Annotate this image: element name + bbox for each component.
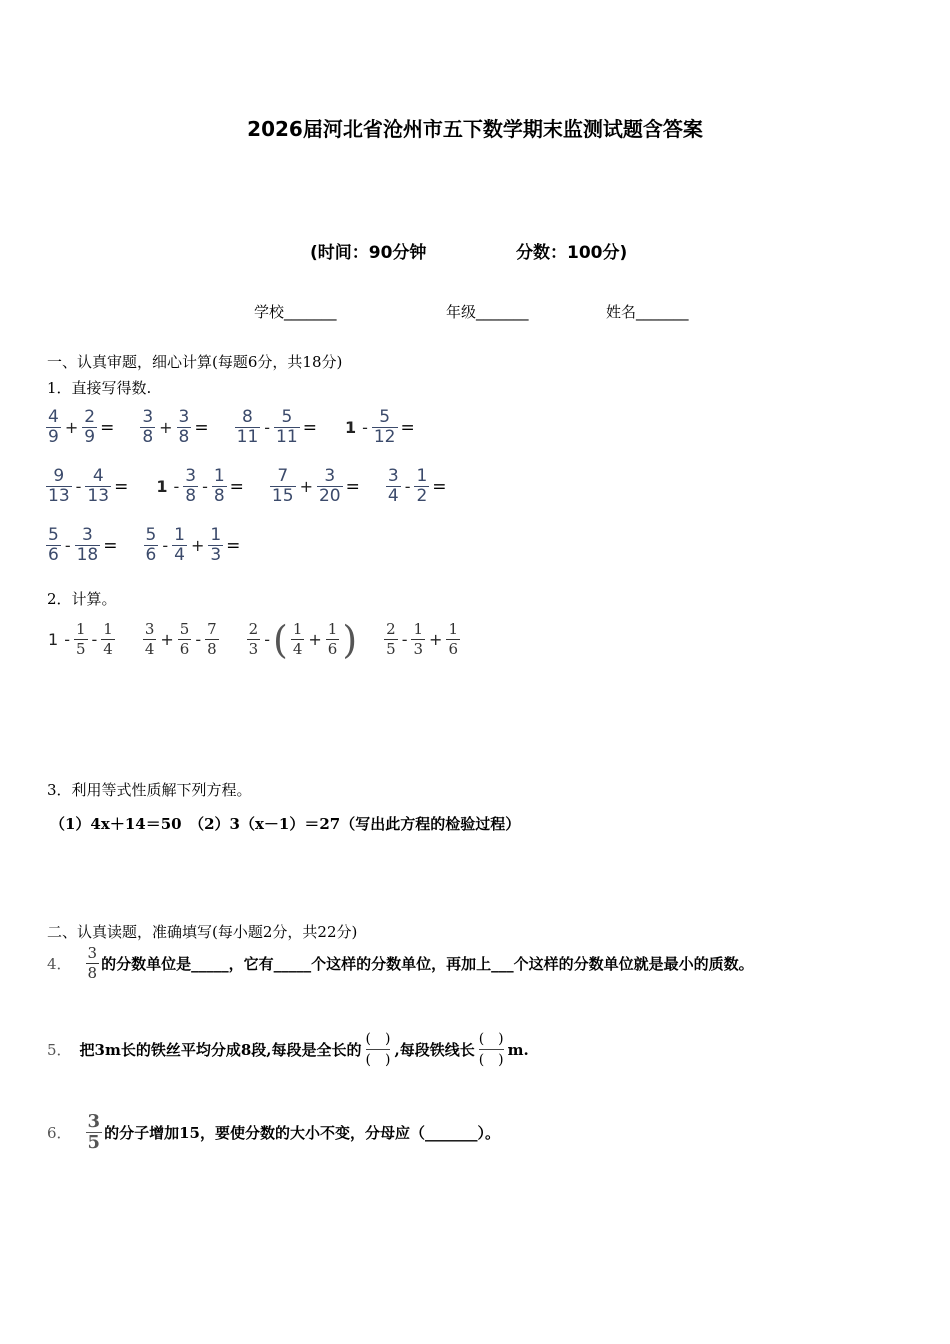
fraction: [446, 620, 460, 659]
fraction: [85, 467, 111, 506]
grade-field[interactable]: 年级_______: [446, 303, 529, 321]
q1-row: [44, 526, 264, 565]
integer-term: 1: [344, 418, 357, 437]
numerator: 7: [207, 620, 217, 638]
operator: +: [308, 630, 322, 649]
q6-denominator: 5: [87, 1132, 101, 1153]
q5-text-c: m.: [507, 1040, 529, 1059]
fraction: [46, 408, 61, 447]
q2-row: [44, 617, 486, 662]
q1-expression: [268, 467, 384, 506]
denominator: 12: [373, 427, 396, 447]
exam-score: 分数：100分): [516, 243, 628, 263]
q1-expression: [44, 467, 152, 506]
fraction: [208, 526, 223, 565]
school-field[interactable]: 学校_______: [254, 303, 337, 321]
denominator: 11: [236, 427, 259, 447]
fraction: [172, 526, 187, 565]
numerator: 5: [281, 407, 293, 427]
equals-sign: =: [400, 417, 415, 438]
operator: +: [429, 630, 443, 649]
denominator: 8: [185, 486, 197, 506]
exam-time: (时间：90分钟: [310, 243, 427, 263]
fraction: [205, 620, 219, 659]
denominator: 5: [75, 640, 86, 658]
operator: +: [160, 630, 174, 649]
denominator: 4: [103, 640, 113, 658]
q1-expression: [341, 408, 439, 447]
equals-sign: =: [194, 417, 209, 438]
denominator: 5: [386, 640, 396, 658]
q1-expression: [138, 408, 232, 447]
q1-expression: [44, 408, 138, 447]
q1-expression: [384, 467, 471, 506]
equals-sign: =: [114, 476, 129, 497]
q6-text: 的分子增加15，要使分数的大小不变，分母应（_______）。: [104, 1124, 500, 1142]
fraction: [291, 620, 305, 659]
denominator: 8: [213, 486, 225, 506]
parenthesis: (: [273, 617, 288, 662]
denominator: 3: [210, 545, 222, 565]
operator: -: [202, 477, 208, 496]
operator: -: [362, 418, 368, 437]
denominator: 6: [448, 640, 458, 658]
q5-text-b: ,每段铁线长: [394, 1041, 475, 1059]
denominator: 15: [271, 486, 294, 506]
q5-number: 5．: [47, 1041, 72, 1059]
fraction: [82, 408, 97, 447]
fraction: [317, 467, 343, 506]
numerator: 3: [144, 620, 155, 638]
q2-expression: [141, 620, 221, 659]
fraction: [183, 467, 198, 506]
fraction: [386, 467, 401, 506]
q5-blank-denominator[interactable]: ( ): [478, 1052, 504, 1068]
numerator: 1: [213, 466, 225, 486]
fraction: [372, 408, 398, 447]
denominator: 9: [48, 427, 59, 447]
integer-term: 1: [156, 477, 168, 496]
numerator: 9: [53, 466, 65, 486]
fraction: [274, 408, 300, 447]
equals-sign: =: [229, 476, 244, 497]
q1-expression: [233, 408, 341, 447]
denominator: 3: [248, 640, 259, 658]
numerator: 1: [327, 620, 338, 638]
denominator: 6: [145, 545, 157, 565]
denominator: 6: [327, 640, 338, 658]
numerator: 3: [185, 466, 197, 486]
fraction: [46, 467, 72, 506]
numerator: 3: [324, 466, 336, 486]
numerator: 5: [379, 407, 391, 427]
denominator: 2: [416, 486, 428, 506]
fraction: [270, 467, 296, 506]
q6-numerator: 3: [87, 1111, 101, 1132]
denominator: 4: [144, 640, 155, 658]
q5-blank-numerator[interactable]: ( ): [478, 1031, 504, 1047]
numerator: 3: [142, 407, 154, 427]
fraction: [74, 620, 88, 659]
section1-heading: 一、认真审题，细心计算(每题6分，共18分): [47, 353, 343, 371]
operator: -: [264, 630, 270, 649]
denominator: 8: [178, 427, 190, 447]
denominator: 8: [142, 427, 154, 447]
fraction: [326, 620, 340, 659]
q1-label: 1．直接写得数.: [47, 379, 152, 397]
operator: -: [264, 418, 271, 437]
fraction: [75, 526, 101, 565]
denominator: 6: [179, 640, 190, 658]
operator: +: [299, 477, 313, 496]
q2-expression: [245, 617, 358, 662]
q5-answer-fraction-1[interactable]: [366, 1029, 391, 1070]
q5-answer-fraction-2[interactable]: [479, 1029, 504, 1070]
operator: -: [173, 477, 180, 496]
numerator: 4: [92, 466, 104, 486]
fraction: [101, 620, 115, 659]
q5-blank-denominator[interactable]: ( ): [365, 1052, 391, 1068]
q2-expression: [44, 620, 117, 659]
fraction: [247, 620, 261, 659]
q3-label: 3．利用等式性质解下列方程。: [47, 781, 252, 799]
denominator: 9: [84, 427, 96, 447]
operator: +: [64, 418, 79, 437]
q6: [47, 1112, 500, 1153]
denominator: 6: [48, 545, 59, 565]
fraction: [235, 408, 261, 447]
q5-blank-numerator[interactable]: ( ): [365, 1031, 391, 1047]
parenthesis: ): [342, 617, 358, 662]
equals-sign: =: [345, 476, 360, 497]
q4: [47, 944, 754, 983]
integer-term: 1: [48, 630, 59, 649]
equals-sign: =: [103, 535, 118, 556]
name-field[interactable]: 姓名_______: [606, 303, 689, 321]
operator: -: [404, 477, 411, 496]
fraction: [384, 620, 398, 659]
q1-expression: [44, 526, 142, 565]
denominator: 11: [276, 427, 298, 447]
page-title: 2026届河北省沧州市五下数学期末监测试题含答案: [247, 117, 703, 141]
q1-expression: [152, 467, 268, 506]
numerator: 1: [448, 620, 458, 638]
numerator: 8: [242, 407, 253, 427]
denominator: 13: [48, 486, 70, 506]
fraction: [46, 526, 61, 565]
q3-equations: （1）4x＋14＝50 （2）3（x－1）＝27（写出此方程的检验过程）: [50, 815, 521, 833]
denominator: 4: [174, 545, 185, 565]
q4-numerator: 3: [87, 944, 98, 962]
numerator: 1: [103, 620, 113, 638]
numerator: 5: [145, 525, 157, 545]
numerator: 2: [84, 407, 96, 427]
operator: -: [195, 630, 202, 649]
equals-sign: =: [432, 476, 447, 497]
numerator: 5: [48, 525, 59, 545]
operator: +: [190, 536, 205, 555]
denominator: 18: [76, 545, 99, 565]
fraction: [178, 620, 192, 659]
q4-text: 的分数单位是_____，它有_____个这样的分数单位，再加上___个这样的分数单位就是最小的质数。: [101, 955, 754, 973]
operator: -: [401, 630, 408, 649]
fraction: [414, 467, 429, 506]
fraction: [143, 620, 157, 659]
fraction: [411, 620, 425, 659]
operator: -: [75, 477, 82, 496]
denominator: 3: [413, 640, 424, 658]
q1-expression: [142, 526, 265, 565]
numerator: 2: [386, 620, 396, 638]
numerator: 1: [292, 620, 303, 638]
q2-label: 2．计算。: [47, 590, 117, 608]
numerator: 1: [416, 466, 428, 486]
operator: +: [159, 418, 173, 437]
denominator: 13: [87, 486, 110, 506]
numerator: 3: [387, 466, 399, 486]
numerator: 5: [179, 620, 190, 638]
operator: -: [162, 536, 169, 555]
q6-fraction: [86, 1112, 103, 1153]
numerator: 3: [178, 407, 190, 427]
q1-row: [44, 467, 471, 506]
equals-sign: =: [226, 535, 241, 556]
q6-number: 6．: [47, 1124, 72, 1142]
fraction: [212, 467, 227, 506]
numerator: 4: [48, 407, 59, 427]
fraction: [177, 408, 192, 447]
equals-sign: =: [302, 417, 317, 438]
numerator: 1: [75, 620, 86, 638]
numerator: 2: [248, 620, 259, 638]
numerator: 7: [277, 466, 289, 486]
equals-sign: =: [100, 417, 115, 438]
denominator: 8: [207, 640, 217, 658]
denominator: 4: [387, 486, 399, 506]
numerator: 1: [210, 525, 222, 545]
numerator: 1: [174, 525, 185, 545]
fraction: [140, 408, 155, 447]
denominator: 20: [318, 486, 341, 506]
denominator: 4: [292, 640, 303, 658]
operator: -: [64, 536, 71, 555]
q1-row: [44, 408, 439, 447]
operator: -: [91, 630, 98, 649]
section2-heading: 二、认真读题，准确填写(每小题2分，共22分): [47, 923, 358, 941]
q5: [47, 1029, 529, 1070]
q4-number: 4．: [47, 955, 72, 973]
numerator: 1: [413, 620, 424, 638]
numerator: 3: [82, 525, 93, 545]
q2-expression: [382, 620, 462, 659]
q4-fraction: [86, 944, 100, 983]
q5-text-a: 把3m长的铁丝平均分成8段,每段是全长的: [79, 1041, 362, 1059]
q4-denominator: 8: [87, 964, 98, 982]
operator: -: [64, 630, 70, 649]
fraction: [144, 526, 159, 565]
